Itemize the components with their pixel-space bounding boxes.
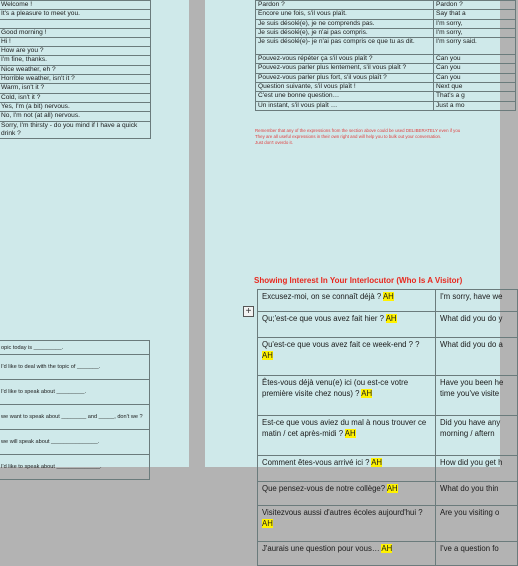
table-row <box>0 28 151 37</box>
highlight-tag: AH <box>385 314 397 323</box>
table-row <box>258 290 518 312</box>
note-line: Just don't overdo it. <box>255 140 293 145</box>
table-row <box>256 92 516 101</box>
interest-table <box>257 289 518 566</box>
french-question-cell <box>258 376 436 416</box>
table-row <box>256 38 516 55</box>
question-text: J'aurais une question pour vous… <box>262 544 380 553</box>
greeting-cell: Good morning ! <box>0 28 151 37</box>
greeting-cell: Sorry, I'm thirsty - do you mind if I have a quick drink ? <box>0 121 151 139</box>
table-row <box>256 19 516 28</box>
table-row <box>0 1 151 10</box>
table-row <box>256 10 516 19</box>
french-phrase-cell: Pouvez-vous parler plus lentement, s'il vous plaît ? <box>256 64 434 73</box>
table-row <box>0 405 150 430</box>
table-row <box>0 93 151 102</box>
table-row <box>0 102 151 111</box>
french-question-cell <box>258 506 436 542</box>
highlight-tag: AH <box>381 544 393 553</box>
french-phrase-cell: Je suis désolé(e), je n'ai pas compris. <box>256 28 434 37</box>
table-row <box>0 121 151 139</box>
greeting-cell: Warm, isn't it ? <box>0 84 151 93</box>
table-row <box>0 84 151 93</box>
french-phrase-cell: Encore une fois, s'il vous plaît. <box>256 10 434 19</box>
topic-cell: I'd like to speak about ______________. <box>0 455 150 480</box>
page-gutter <box>189 0 205 467</box>
question-text: Est-ce que vous aviez du mal à nous trouver ce matin / cet après-midi ? <box>262 418 427 438</box>
french-phrase-cell: Pardon ? <box>256 1 434 10</box>
english-question-cell: Have you been he time you've visite <box>436 376 518 416</box>
french-question-cell <box>258 542 436 566</box>
topics-table <box>0 340 150 480</box>
greeting-cell: It's a pleasure to meet you. <box>0 10 151 19</box>
highlight-tag: AH <box>361 388 373 398</box>
table-row <box>256 1 516 10</box>
french-question-cell <box>258 312 436 338</box>
topic-cell: I'd like to speak about _________. <box>0 380 150 405</box>
french-phrase-cell: Pouvez-vous répéter ça s'il vous plaît ? <box>256 55 434 64</box>
table-row <box>258 312 518 338</box>
document-page-left <box>0 0 189 470</box>
highlight-tag: AH <box>262 350 273 360</box>
table-row <box>0 56 151 65</box>
french-question-cell <box>258 482 436 506</box>
english-phrase-cell: Can you <box>434 73 516 82</box>
table-row <box>0 430 150 455</box>
greeting-cell: I'm fine, thanks. <box>0 56 151 65</box>
english-question-cell: Are you visiting o <box>436 506 518 542</box>
question-text: Excusez-moi, on se connaît déjà ? <box>262 292 382 301</box>
table-row <box>0 112 151 121</box>
section-heading: Showing Interest In Your Interlocutor (Who Is A Visitor) <box>254 276 463 285</box>
question-text: Que pensez-vous de notre collège? <box>262 484 386 493</box>
french-phrase-cell: Je suis désolé(e)- je n'ai pas compris ce que tu as dit. <box>256 38 434 55</box>
note-line: They are all useful expressions in their own right and will help you to bulk out your conversation. <box>255 134 442 139</box>
english-phrase-cell: I'm sorry, <box>434 28 516 37</box>
table-row <box>256 64 516 73</box>
table-row <box>0 10 151 19</box>
highlight-tag: AH <box>262 518 273 528</box>
english-phrase-cell: That's a g <box>434 92 516 101</box>
topic-cell: we want to speak about ________ and _____, don't we ? <box>0 405 150 430</box>
question-text: Qu;'est-ce que vous avez fait hier ? <box>262 314 384 323</box>
document-page-right <box>205 0 504 553</box>
table-row <box>0 75 151 84</box>
table-row <box>256 28 516 37</box>
english-phrase-cell: Pardon ? <box>434 1 516 10</box>
english-phrase-cell: I'm sorry, <box>434 19 516 28</box>
topic-cell: I'd like to deal with the topic of _______. <box>0 355 150 380</box>
english-question-cell: Did you have any morning / aftern <box>436 416 518 456</box>
english-question-cell: What did you do a <box>436 338 518 376</box>
table-row <box>258 456 518 482</box>
table-row <box>0 380 150 405</box>
table-move-handle-icon[interactable]: + <box>243 306 254 317</box>
greeting-cell: Yes, I'm (a bit) nervous. <box>0 102 151 111</box>
table-row <box>256 55 516 64</box>
question-text: Visitezvous aussi d'autres écoles aujourd'hui ? <box>262 508 423 517</box>
topic-cell: we will speak about _______________. <box>0 430 150 455</box>
table-row <box>258 416 518 456</box>
highlight-tag: AH <box>371 458 383 467</box>
table-row <box>256 73 516 82</box>
greeting-cell: Cold, isn't it ? <box>0 93 151 102</box>
french-phrase-cell: C'est une bonne question… <box>256 92 434 101</box>
question-text: Comment êtes-vous arrivé ici ? <box>262 458 370 467</box>
english-question-cell: What did you do y <box>436 312 518 338</box>
table-row <box>258 338 518 376</box>
english-question-cell: How did you get h <box>436 456 518 482</box>
topic-cell: opic today is _________. <box>0 341 150 355</box>
table-row <box>0 455 150 480</box>
greeting-cell: Horrible weather, isn't it ? <box>0 75 151 84</box>
french-phrase-cell: Je suis désolé(e), je ne comprends pas. <box>256 19 434 28</box>
table-row <box>258 482 518 506</box>
greeting-cell: Hi ! <box>0 37 151 46</box>
table-row <box>0 19 151 28</box>
table-row <box>256 101 516 110</box>
french-question-cell <box>258 338 436 376</box>
french-question-cell <box>258 290 436 312</box>
english-phrase-cell: Next que <box>434 83 516 92</box>
french-phrase-cell: Un instant, s'il vous plaît … <box>256 101 434 110</box>
table-row <box>256 83 516 92</box>
greeting-cell: No, I'm not (at all) nervous. <box>0 112 151 121</box>
english-question-cell: I'm sorry, have we <box>436 290 518 312</box>
question-text: Qu'est-ce que vous avez fait ce week-end ? ? <box>262 340 420 349</box>
french-phrase-cell: Question suivante, s'il vous plaît ! <box>256 83 434 92</box>
table-row <box>258 506 518 542</box>
table-row <box>0 355 150 380</box>
phrases-table <box>255 0 516 111</box>
highlight-tag: AH <box>386 484 398 493</box>
french-question-cell <box>258 456 436 482</box>
note-line: Remember that any of the expressions from the section above could be used DELIBERATELY even if you <box>255 128 461 133</box>
english-phrase-cell: Say that a <box>434 10 516 19</box>
table-row <box>0 341 150 355</box>
greetings-table <box>0 0 151 139</box>
greeting-cell: Welcome ! <box>0 1 151 10</box>
table-row <box>258 376 518 416</box>
english-question-cell: What do you thin <box>436 482 518 506</box>
greeting-cell: Nice weather, eh ? <box>0 65 151 74</box>
highlight-tag: AH <box>382 292 394 301</box>
highlight-tag: AH <box>344 428 356 438</box>
english-phrase-cell: Can you <box>434 64 516 73</box>
greeting-cell: How are you ? <box>0 47 151 56</box>
english-phrase-cell: I'm sorry said. <box>434 38 516 55</box>
english-question-cell: I've a question fo <box>436 542 518 566</box>
english-phrase-cell: Just a mo <box>434 101 516 110</box>
french-question-cell <box>258 416 436 456</box>
table-row <box>258 542 518 566</box>
question-text: Êtes-vous déjà venu(e) ici (ou est-ce votre première visite chez nous) ? <box>262 378 409 398</box>
table-row <box>0 65 151 74</box>
english-phrase-cell: Can you <box>434 55 516 64</box>
table-row <box>0 37 151 46</box>
greeting-cell <box>0 19 151 28</box>
table-row <box>0 47 151 56</box>
french-phrase-cell: Pouvez-vous parler plus fort, s'il vous plaît ? <box>256 73 434 82</box>
